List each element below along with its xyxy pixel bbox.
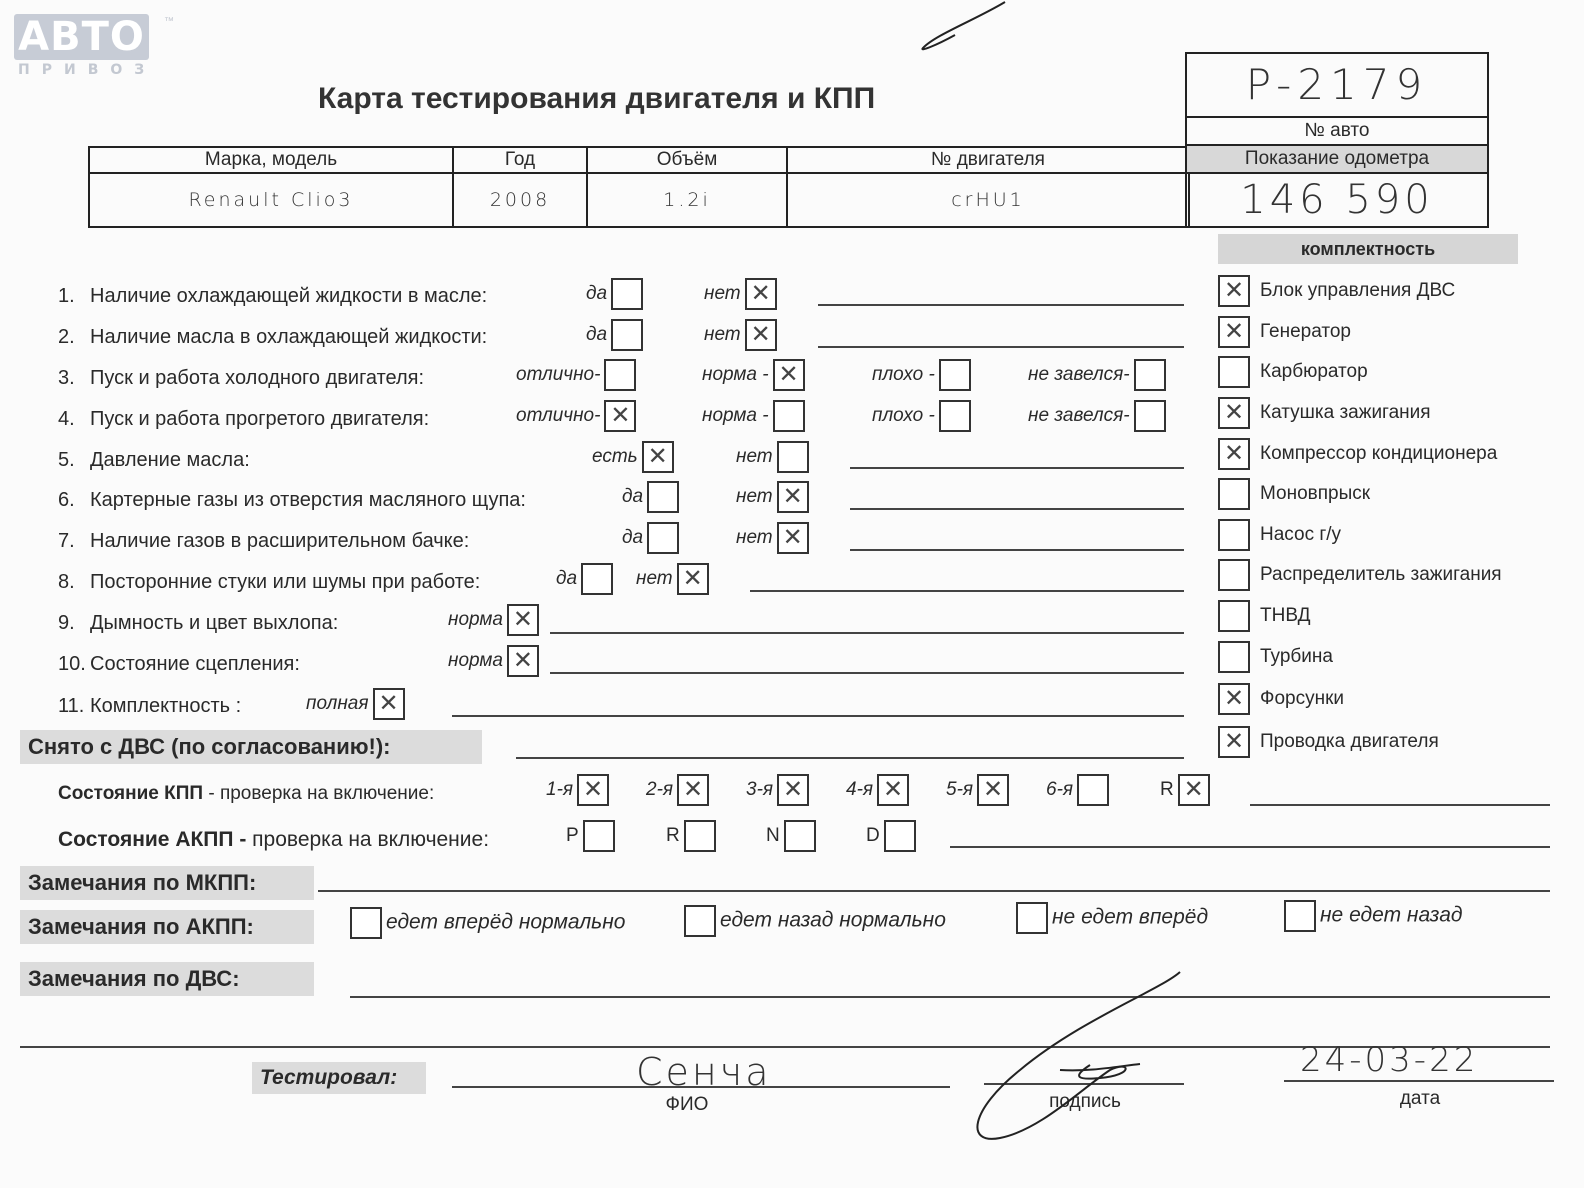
gear-label: N <box>766 825 780 847</box>
checkbox[interactable]: ✕ <box>877 774 909 806</box>
col-header-engine-no: № двигателя <box>787 147 1189 173</box>
car-table <box>88 146 1190 228</box>
remark-label: не едет вперёд <box>1052 905 1209 929</box>
option-label: не завелся- <box>1028 364 1130 386</box>
checkbox[interactable]: ✕ <box>507 604 539 636</box>
kit-item-label: ТНВД <box>1260 605 1311 627</box>
option-label: нет <box>736 446 773 468</box>
date-label: дата <box>1399 1088 1441 1109</box>
row-number: 2. <box>58 326 75 348</box>
row-label: Наличие масла в охлаждающей жидкости: <box>90 326 488 348</box>
akpp-label-rest: проверка на включение: <box>246 828 490 851</box>
row-number: 6. <box>58 489 75 511</box>
gear-label: R <box>666 825 680 847</box>
remark-label: едет вперёд нормально <box>386 910 626 934</box>
row-number: 11. <box>58 695 85 717</box>
option-yes <box>586 278 643 310</box>
akpp-label-bold: Состояние АКПП - <box>58 828 247 851</box>
remarks-dvs-label: Замечания по ДВС: <box>20 962 314 996</box>
row-label: Пуск и работа прогретого двигателя: <box>90 408 430 430</box>
note-line <box>1250 804 1550 806</box>
checkbox[interactable]: ✕ <box>773 359 805 391</box>
option-label: плохо - <box>872 364 935 386</box>
name-line <box>452 1086 950 1088</box>
option-label: норма <box>448 609 503 631</box>
row-number: 7. <box>58 530 75 552</box>
row-number: 10. <box>58 653 86 675</box>
note-line <box>550 672 1184 674</box>
akpp-remark-4 <box>1284 900 1462 932</box>
checkbox[interactable]: ✕ <box>677 774 709 806</box>
kpp-label <box>58 783 434 805</box>
checkbox[interactable]: ✕ <box>1218 438 1250 470</box>
gear-label: 1-я <box>546 779 574 801</box>
checkbox[interactable] <box>647 522 679 554</box>
kit-item-label: Блок управления ДВС <box>1260 280 1456 302</box>
auto-number-label: № авто <box>1187 118 1487 146</box>
checkbox[interactable]: ✕ <box>777 774 809 806</box>
row-3 <box>58 367 424 390</box>
option-no <box>704 319 777 351</box>
kit-item <box>1218 600 1310 632</box>
checkbox[interactable] <box>777 441 809 473</box>
row-1 <box>58 285 487 308</box>
kit-item <box>1218 519 1341 551</box>
option-label: отлично- <box>516 364 601 386</box>
gear-label: D <box>866 825 880 847</box>
checkbox[interactable] <box>939 359 971 391</box>
option-normal <box>702 359 805 391</box>
option-no-start <box>1028 400 1166 432</box>
gear-label: 2-я <box>646 779 674 801</box>
row-number: 5. <box>58 449 75 471</box>
option-label: да <box>556 568 578 590</box>
date-line <box>1284 1080 1554 1082</box>
kit-item <box>1218 478 1370 510</box>
gear-r <box>1160 774 1210 806</box>
checkbox[interactable]: ✕ <box>604 400 636 432</box>
checkbox[interactable] <box>647 481 679 513</box>
gear-label: 4-я <box>846 779 874 801</box>
col-header-model: Марка, модель <box>89 147 453 173</box>
gear-5 <box>946 774 1009 806</box>
checkbox[interactable] <box>1016 902 1048 934</box>
checkbox[interactable] <box>1284 900 1316 932</box>
kit-item-label: Проводка двигателя <box>1260 731 1439 753</box>
option-yes <box>622 522 679 554</box>
note-line <box>550 632 1184 634</box>
option-label: норма - <box>702 364 769 386</box>
auto-number[interactable]: P-2179 <box>1187 54 1487 118</box>
kit-item-label: Форсунки <box>1260 688 1344 710</box>
option-label: отлично- <box>516 405 601 427</box>
option-bad <box>872 359 971 391</box>
option-present <box>592 441 674 473</box>
signature <box>960 960 1200 1150</box>
gear-1 <box>546 774 609 806</box>
akpp-d <box>866 820 916 852</box>
gear-2 <box>646 774 709 806</box>
checkbox[interactable]: ✕ <box>777 481 809 513</box>
gear-4 <box>846 774 909 806</box>
logo-bottom: ПРИВОЗ <box>18 62 157 78</box>
checkbox[interactable] <box>1218 478 1250 510</box>
row-label: Картерные газы из отверстия масляного щупа: <box>90 489 526 511</box>
row-10 <box>58 653 300 676</box>
top-scribble <box>915 0 1015 55</box>
remark-label: едет назад нормально <box>720 908 946 932</box>
kit-item <box>1218 559 1502 591</box>
option-label: полная <box>306 693 369 715</box>
kit-item <box>1218 356 1368 388</box>
kit-item <box>1218 316 1351 348</box>
checkbox[interactable] <box>1218 559 1250 591</box>
option-label: плохо - <box>872 405 935 427</box>
checkbox[interactable] <box>773 400 805 432</box>
checkbox[interactable]: ✕ <box>745 319 777 351</box>
checkbox[interactable]: ✕ <box>677 563 709 595</box>
note-line <box>850 549 1184 551</box>
option-no <box>636 563 709 595</box>
row-number: 8. <box>58 571 75 593</box>
note-line <box>516 757 1184 759</box>
option-no <box>736 441 809 473</box>
row-label: Давление масла: <box>90 449 250 471</box>
option-no <box>736 481 809 513</box>
checkbox[interactable] <box>1218 519 1250 551</box>
option-label: нет <box>704 283 741 305</box>
checkbox[interactable]: ✕ <box>1218 726 1250 758</box>
row-5 <box>58 449 250 472</box>
checkbox[interactable] <box>784 820 816 852</box>
kpp-label-bold: Состояние КПП <box>58 783 204 804</box>
checkbox[interactable]: ✕ <box>777 522 809 554</box>
kit-item <box>1218 641 1333 673</box>
col-header-year: Год <box>453 147 587 173</box>
value-engine-no[interactable]: crHU1 <box>787 173 1189 227</box>
removed-label: Снято с ДВС (по согласованию!): <box>20 730 482 764</box>
option-label: не завелся- <box>1028 405 1130 427</box>
sign-label: подпись <box>1049 1091 1121 1112</box>
col-header-volume: Объём <box>587 147 787 173</box>
option-yes <box>556 563 613 595</box>
checkbox[interactable] <box>1134 400 1166 432</box>
odometer-value[interactable]: 146 590 <box>1240 177 1434 223</box>
option-normal <box>702 400 805 432</box>
option-label: нет <box>736 486 773 508</box>
checkbox[interactable]: ✕ <box>745 278 777 310</box>
kit-item-label: Катушка зажигания <box>1260 402 1431 424</box>
checkbox[interactable] <box>684 905 716 937</box>
gear-6 <box>1046 774 1109 806</box>
checkbox[interactable]: ✕ <box>373 688 405 720</box>
odometer-label: Показание одометра <box>1187 146 1487 174</box>
kit-item <box>1218 726 1439 758</box>
gear-3 <box>746 774 809 806</box>
checkbox[interactable] <box>1218 600 1250 632</box>
value-model[interactable]: Renault Clio3 <box>89 173 453 227</box>
row-label: Наличие охлаждающей жидкости в масле: <box>90 285 488 307</box>
checkbox[interactable]: ✕ <box>1178 774 1210 806</box>
kit-item-label: Компрессор кондиционера <box>1260 443 1498 465</box>
checkbox[interactable]: ✕ <box>642 441 674 473</box>
kit-item-label: Генератор <box>1260 321 1351 343</box>
kit-item-label: Моновпрыск <box>1260 483 1371 505</box>
kit-item-label: Распределитель зажигания <box>1260 564 1502 586</box>
row-label: Наличие газов в расширительном бачке: <box>90 530 470 552</box>
akpp-remark-2 <box>684 905 946 937</box>
value-year[interactable]: 2008 <box>453 173 587 227</box>
kit-item-label: Турбина <box>1260 646 1333 668</box>
row-label: Пуск и работа холодного двигателя: <box>90 367 425 389</box>
row-label: Состояние сцепления: <box>90 653 300 675</box>
gear-label: R <box>1160 779 1174 801</box>
row-6 <box>58 489 526 512</box>
gear-label: P <box>566 825 579 847</box>
note-line <box>818 346 1184 348</box>
checkbox[interactable] <box>1077 774 1109 806</box>
tester-name[interactable]: Сенча <box>636 1050 772 1094</box>
row-number: 9. <box>58 612 75 634</box>
logo-tm: ™ <box>164 16 174 27</box>
kit-item <box>1218 397 1431 429</box>
checkbox[interactable] <box>684 820 716 852</box>
tested-label: Тестировал: <box>252 1062 426 1094</box>
kpp-label-rest: - проверка на включение: <box>203 783 435 804</box>
row-number: 4. <box>58 408 75 430</box>
option-full <box>306 688 405 720</box>
row-8 <box>58 571 480 594</box>
note-line <box>850 467 1184 469</box>
kit-header: комплектность <box>1218 234 1518 264</box>
akpp-r <box>666 820 716 852</box>
logo-top: АВТО <box>14 14 149 60</box>
option-normal <box>448 604 539 636</box>
name-label: ФИО <box>665 1094 709 1115</box>
value-volume[interactable]: 1.2i <box>587 173 787 227</box>
row-4 <box>58 408 429 431</box>
gear-label: 5-я <box>946 779 974 801</box>
option-label: есть <box>592 446 638 468</box>
row-2 <box>58 326 487 349</box>
kit-item <box>1218 275 1455 307</box>
row-11 <box>58 695 241 718</box>
option-label: нет <box>636 568 673 590</box>
option-no <box>736 522 809 554</box>
option-no <box>704 278 777 310</box>
checkbox[interactable] <box>581 563 613 595</box>
akpp-remark-1 <box>350 907 625 939</box>
row-number: 1. <box>58 285 75 307</box>
auto-box <box>1185 52 1489 228</box>
checkbox[interactable]: ✕ <box>577 774 609 806</box>
akpp-remark-3 <box>1016 902 1208 934</box>
checkbox[interactable] <box>1218 356 1250 388</box>
option-no-start <box>1028 359 1166 391</box>
row-label: Дымность и цвет выхлопа: <box>90 612 339 634</box>
checkbox[interactable]: ✕ <box>977 774 1009 806</box>
remark-label: не едет назад <box>1320 903 1463 927</box>
checkbox[interactable] <box>350 907 382 939</box>
akpp-label <box>58 828 489 852</box>
remarks-akpp-label: Замечания по АКПП: <box>20 910 314 944</box>
page-title: Карта тестирования двигателя и КПП <box>318 82 876 115</box>
option-excellent <box>516 359 636 391</box>
checkbox[interactable] <box>884 820 916 852</box>
checkbox[interactable] <box>1134 359 1166 391</box>
kit-item-label: Карбюратор <box>1260 361 1368 383</box>
option-excellent <box>516 400 636 432</box>
row-7 <box>58 530 469 553</box>
row-label: Комплектность : <box>90 695 242 717</box>
checkbox[interactable] <box>604 359 636 391</box>
note-line <box>318 890 1550 892</box>
option-label: норма - <box>702 405 769 427</box>
checkbox[interactable]: ✕ <box>1218 316 1250 348</box>
option-label: да <box>586 283 608 305</box>
checkbox[interactable] <box>939 400 971 432</box>
row-label: Посторонние стуки или шумы при работе: <box>90 571 481 593</box>
option-label: да <box>622 527 644 549</box>
kit-item-label: Насос г/у <box>1260 524 1342 546</box>
option-normal <box>448 645 539 677</box>
option-yes <box>586 319 643 351</box>
row-number: 3. <box>58 367 75 389</box>
checkbox[interactable] <box>611 278 643 310</box>
note-line <box>750 590 1184 592</box>
remarks-mkpp-label: Замечания по МКПП: <box>20 866 314 900</box>
option-label: да <box>622 486 644 508</box>
option-label: норма <box>448 650 503 672</box>
note-line <box>850 508 1184 510</box>
akpp-n <box>766 820 816 852</box>
checkbox[interactable]: ✕ <box>507 645 539 677</box>
gear-label: 3-я <box>746 779 774 801</box>
checkbox[interactable]: ✕ <box>1218 683 1250 715</box>
checkbox[interactable] <box>583 820 615 852</box>
checkbox[interactable]: ✕ <box>1218 275 1250 307</box>
note-line <box>452 715 1184 717</box>
logo <box>14 14 174 78</box>
option-label: да <box>586 324 608 346</box>
note-line <box>950 846 1550 848</box>
note-line <box>350 996 1550 998</box>
option-label: нет <box>736 527 773 549</box>
gear-label: 6-я <box>1046 779 1074 801</box>
option-yes <box>622 481 679 513</box>
akpp-p <box>566 820 615 852</box>
row-9 <box>58 612 338 635</box>
checkbox[interactable] <box>611 319 643 351</box>
note-line <box>818 304 1184 306</box>
kit-item <box>1218 438 1497 470</box>
test-date[interactable]: 24-03-22 <box>1300 1040 1479 1080</box>
checkbox[interactable] <box>1218 641 1250 673</box>
option-bad <box>872 400 971 432</box>
kit-item <box>1218 683 1344 715</box>
option-label: нет <box>704 324 741 346</box>
checkbox[interactable]: ✕ <box>1218 397 1250 429</box>
